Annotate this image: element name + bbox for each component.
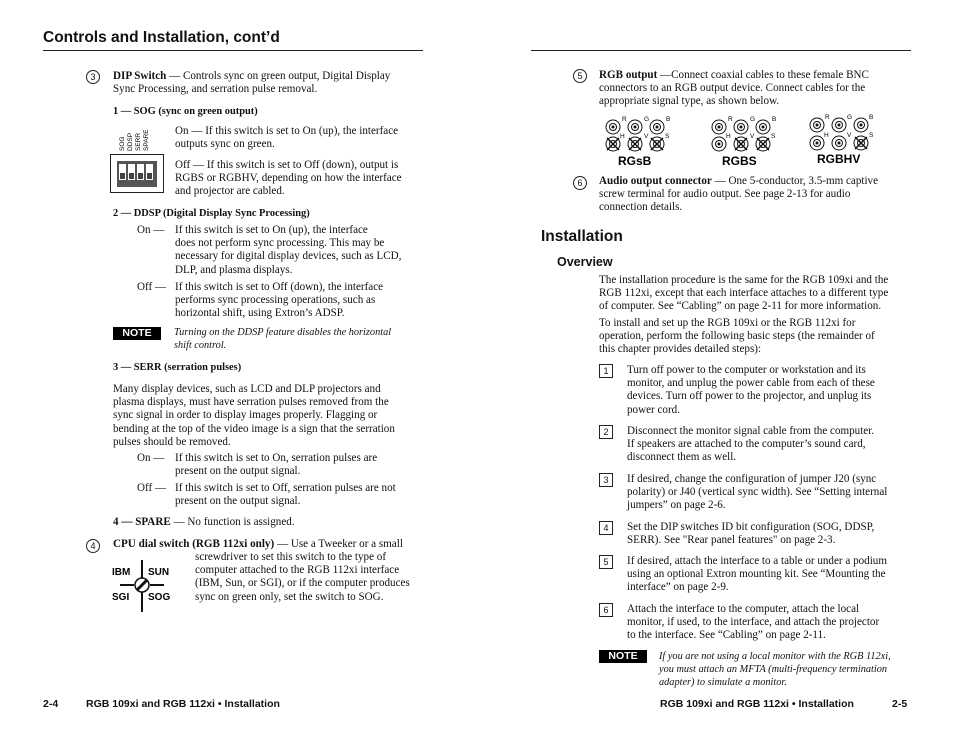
svg-text:R: R — [622, 116, 627, 123]
svg-text:V: V — [644, 133, 649, 140]
serr-paragraph: Many display devices, such as LCD and DLP projectors and plasma displays, must have serration pulses removed from the sync signal in order to display images properly. Flagging or bending at the top of the video image is a sign that the serration pulses should be removed. — [113, 383, 395, 448]
cpu-dial-first-line: CPU dial switch (RGB 112xi only) — Use a Tweeker or a small — [113, 538, 403, 550]
step-1-text: Turn off power to the computer or workstation and its monitor, and unplug the power cable from each of these devices. Turn off power to the projector, and unplug its power cord. — [627, 364, 875, 416]
bnc-label-rgbhv: RGBHV — [817, 152, 861, 166]
serr-off-label: Off — — [137, 482, 167, 494]
svg-text:B: B — [869, 114, 874, 121]
dip-label-ddsp: DDSP — [127, 132, 134, 151]
svg-text:S: S — [665, 133, 670, 140]
dip-switch-labels — [116, 123, 166, 153]
svg-text:B: B — [666, 116, 671, 123]
svg-text:H: H — [824, 132, 829, 139]
step-6-text: Attach the interface to the computer, attach the local monitor, if used, to the interface, and attach the projector to the interface. See “Cabling” on page 2-11. — [627, 603, 880, 642]
svg-text:R: R — [825, 114, 830, 121]
audio-output-title: Audio output connector — [599, 175, 712, 187]
cpu-dial-icon — [110, 558, 176, 614]
step-2-text: Disconnect the monitor signal cable from the computer. If speakers are attached to the computer’s sound card, disconnect them as well. — [627, 425, 875, 464]
ddsp-off-label: Off — — [137, 281, 167, 293]
left-footer-title: RGB 109xi and RGB 112xi • Installation — [86, 698, 280, 710]
callout-6-badge: 6 — [573, 176, 587, 190]
svg-text:H: H — [726, 133, 731, 140]
right-note-badge: NOTE — [599, 650, 647, 663]
note-badge: NOTE — [113, 327, 161, 340]
step-5-badge: 5 — [599, 555, 613, 569]
ddsp-off-text: If this switch is set to Off (down), the interface performs sync processing operations, such as horizontal shift, using Extron’s ADSP. — [175, 281, 384, 320]
step-2-badge: 2 — [599, 425, 613, 439]
ddsp-heading: 2 — DDSP (Digital Display Sync Processing) — [113, 208, 310, 219]
callout-3-badge: 3 — [86, 70, 100, 84]
dip-switch-icon — [110, 154, 164, 193]
svg-text:V: V — [847, 132, 852, 139]
step-4-text: Set the DIP switches ID bit configuration (SOG, DDSP, SERR). See "Rear panel features" on page 2-3. — [627, 521, 875, 547]
bnc-rgsb-diagram — [600, 112, 680, 168]
dip-label-serr: SERR — [135, 132, 142, 151]
callout-5-badge: 5 — [573, 69, 587, 83]
header-rule — [43, 50, 423, 51]
dial-label-sgi: SGI — [112, 592, 130, 603]
serr-on-text: If this switch is set to On, serration pulses are present on the output signal. — [175, 452, 378, 478]
step-5-text: If desired, attach the interface to a table or under a podium using an optional Extron mounting kit. See “Mounting the interface” on page 2-9. — [627, 555, 887, 594]
step-3-badge: 3 — [599, 473, 613, 487]
dip-switch-description: DIP Switch — Controls sync on green output, Digital Display Sync Processing, and serration pulse removal. — [113, 70, 391, 96]
step-1-badge: 1 — [599, 364, 613, 378]
sog-on-text: On — If this switch is set to On (up), the interface outputs sync on green. — [175, 125, 399, 151]
sog-heading: 1 — SOG (sync on green output) — [113, 106, 258, 117]
svg-text:R: R — [728, 116, 733, 123]
svg-text:G: G — [750, 116, 756, 123]
dial-label-sun: SUN — [148, 567, 170, 578]
ddsp-on-label: On — — [137, 224, 165, 236]
spare-line: 4 — SPARE — No function is assigned. — [113, 516, 295, 528]
bnc-rgbs-diagram — [706, 112, 786, 168]
left-footer-page-number: 2-4 — [43, 698, 59, 710]
callout-4-badge: 4 — [86, 539, 100, 553]
right-header-rule — [531, 50, 911, 51]
svg-text:B: B — [772, 116, 777, 123]
serr-heading: 3 — SERR (serration pulses) — [113, 362, 242, 373]
dip-label-sog: SOG — [119, 136, 126, 151]
dip-label-spare: SPARE — [143, 129, 150, 151]
svg-text:S: S — [869, 132, 874, 139]
step-3-text: If desired, change the configuration of jumper J20 (sync polarity) or J40 (vertical sync width). See “Setting internal jumpers” on page 2-6. — [627, 473, 888, 512]
bnc-label-rgbs: RGBS — [722, 154, 757, 168]
right-footer-page-number: 2-5 — [892, 698, 908, 710]
dip-switch-title: DIP Switch — [113, 70, 167, 82]
audio-output-description: Audio output connector — One 5-conductor, 3.5-mm captive screw terminal for audio output. See page 2-13 for audio connection details. — [599, 175, 879, 214]
serr-on-label: On — — [137, 452, 165, 464]
svg-text:G: G — [644, 116, 650, 123]
rgb-output-title: RGB output — [599, 69, 658, 81]
svg-text:S: S — [771, 133, 776, 140]
bnc-label-rgsb: RGsB — [618, 154, 652, 168]
rgb-output-description: RGB output —Connect coaxial cables to these female BNC connectors to an RGB output device. Connect cables for the appropriate signal type, as shown below. — [599, 69, 869, 108]
dial-label-ibm: IBM — [112, 567, 131, 578]
mfta-note: If you are not using a local monitor with the RGB 112xi, you must attach an MFTA (multi-frequency termination adapter) to simulate a monitor. — [659, 651, 891, 689]
installation-heading: Installation — [541, 228, 623, 245]
svg-text:V: V — [750, 133, 755, 140]
cpu-dial-title: CPU dial switch (RGB 112xi only) — [113, 538, 275, 550]
serr-off-text: If this switch is set to Off, serration pulses are not present on the output signal. — [175, 482, 396, 508]
bnc-rgbhv-diagram — [805, 110, 887, 166]
svg-text:G: G — [847, 114, 853, 121]
overview-heading: Overview — [557, 255, 613, 269]
dial-label-sog: SOG — [148, 592, 171, 603]
cpu-dial-description: screwdriver to set this switch to the type of computer attached to the RGB 112xi interface (IBM, Sun, or SGI), or if the computer produces sync on green only, set the switch to SOG. — [195, 551, 410, 603]
page-header-title: Controls and Installation, cont’d — [43, 29, 280, 46]
ddsp-on-text: If this switch is set to On (up), the interface does not perform sync processing. This may be necessary for digital display devices, such as LCD, DLP, and plasma displays. — [175, 224, 402, 276]
step-6-badge: 6 — [599, 603, 613, 617]
sog-off-text: Off — If this switch is set to Off (down), output is RGBS or RGBHV, depending on how the interface and projector are cabled. — [175, 159, 402, 198]
overview-paragraph-2: To install and set up the RGB 109xi or the RGB 112xi for operation, perform the following basic steps (the remainder of this chapter provides detailed steps): — [599, 317, 875, 356]
right-footer-title: RGB 109xi and RGB 112xi • Installation — [660, 698, 854, 710]
ddsp-note: Turning on the DDSP feature disables the horizontal shift control. — [174, 327, 392, 352]
step-4-badge: 4 — [599, 521, 613, 535]
svg-text:H: H — [620, 133, 625, 140]
overview-paragraph-1: The installation procedure is the same for the RGB 109xi and the RGB 112xi, except that each interface attaches to a different type of computer. See “Cabling” on page 2-11 for more information. — [599, 274, 889, 313]
